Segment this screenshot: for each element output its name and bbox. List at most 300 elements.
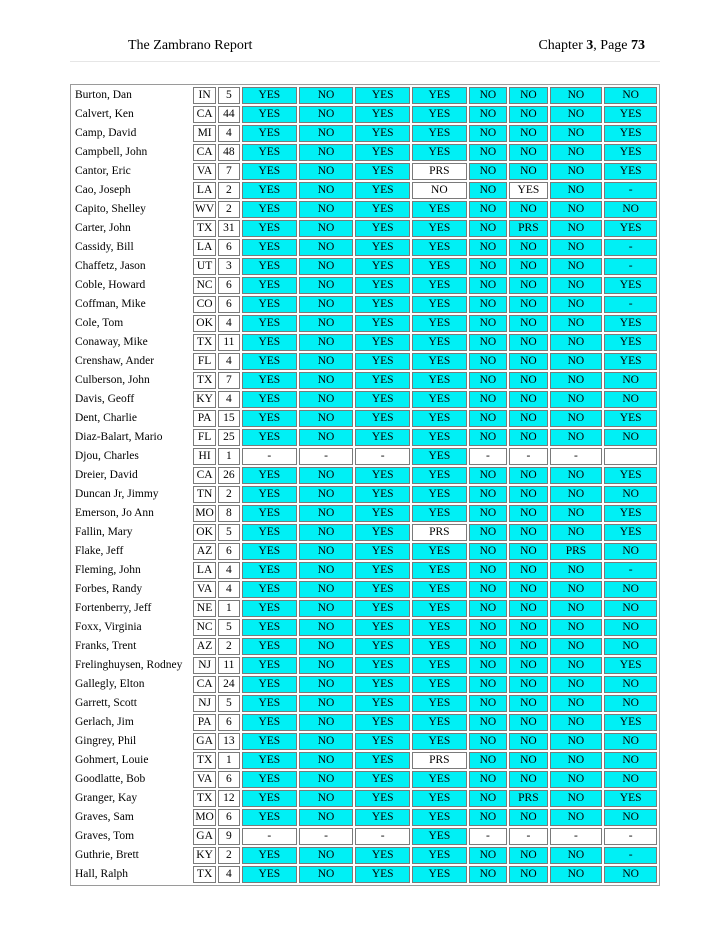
vote-cell: NO: [509, 809, 547, 826]
district-cell: 4: [218, 391, 240, 408]
vote-cell: -: [355, 828, 410, 845]
vote-cell: NO: [469, 353, 507, 370]
vote-cell: NO: [550, 733, 603, 750]
vote-cell: YES: [355, 505, 410, 522]
state-cell: TX: [193, 334, 215, 351]
member-name-cell: Duncan Jr, Jimmy: [75, 488, 159, 500]
table-row: [73, 239, 657, 256]
vote-cell: YES: [355, 296, 410, 313]
vote-cell: YES: [242, 619, 297, 636]
vote-cell: YES: [242, 220, 297, 237]
table-row: [73, 562, 657, 579]
table-row: [73, 638, 657, 655]
vote-cell: NO: [299, 714, 354, 731]
vote-cell: -: [604, 239, 657, 256]
vote-cell: NO: [550, 201, 603, 218]
vote-cell: NO: [469, 182, 507, 199]
member-name-cell: Foxx, Virginia: [75, 621, 142, 633]
vote-cell: NO: [469, 486, 507, 503]
district-cell: 13: [218, 733, 240, 750]
state-cell: HI: [193, 448, 215, 465]
vote-cell: YES: [355, 866, 410, 883]
district-cell: 9: [218, 828, 240, 845]
district-cell: 31: [218, 220, 240, 237]
table-row: [73, 486, 657, 503]
state-cell: KY: [193, 391, 215, 408]
vote-cell: NO: [469, 201, 507, 218]
state-cell: CO: [193, 296, 215, 313]
vote-cell: YES: [355, 714, 410, 731]
vote-cell: YES: [355, 847, 410, 864]
vote-cell: YES: [355, 144, 410, 161]
vote-cell: NO: [509, 771, 547, 788]
vote-cell: YES: [412, 410, 467, 427]
state-cell: NC: [193, 619, 215, 636]
state-cell: VA: [193, 771, 215, 788]
district-cell: 1: [218, 448, 240, 465]
vote-cell: -: [242, 828, 297, 845]
vote-cell: NO: [604, 733, 657, 750]
vote-cell: YES: [604, 467, 657, 484]
vote-cell: NO: [469, 866, 507, 883]
vote-cell: YES: [242, 353, 297, 370]
vote-cell: YES: [242, 581, 297, 598]
district-cell: 5: [218, 87, 240, 104]
vote-cell: -: [550, 448, 603, 465]
vote-cell: YES: [242, 144, 297, 161]
vote-cell: NO: [509, 391, 547, 408]
vote-cell: NO: [550, 410, 603, 427]
vote-cell: NO: [469, 429, 507, 446]
vote-cell: NO: [509, 733, 547, 750]
member-name-cell: Guthrie, Brett: [75, 849, 139, 861]
state-cell: TN: [193, 486, 215, 503]
vote-cell: YES: [355, 334, 410, 351]
vote-cell: NO: [299, 581, 354, 598]
district-cell: 8: [218, 505, 240, 522]
vote-cell: YES: [604, 125, 657, 142]
state-cell: PA: [193, 410, 215, 427]
vote-cell: NO: [509, 144, 547, 161]
vote-cell: NO: [550, 220, 603, 237]
district-cell: 4: [218, 581, 240, 598]
state-cell: CA: [193, 676, 215, 693]
state-cell: LA: [193, 182, 215, 199]
member-name-cell: Dent, Charlie: [75, 412, 137, 424]
table-row: [73, 372, 657, 389]
district-cell: 6: [218, 771, 240, 788]
vote-cell: YES: [412, 201, 467, 218]
vote-cell: NO: [299, 239, 354, 256]
vote-cell: YES: [604, 657, 657, 674]
table-row: [73, 866, 657, 883]
table-row: [73, 600, 657, 617]
vote-cell: NO: [469, 524, 507, 541]
vote-cell: YES: [604, 163, 657, 180]
member-name-cell: Forbes, Randy: [75, 583, 143, 595]
member-name-cell: Cassidy, Bill: [75, 241, 134, 253]
member-name-cell: Djou, Charles: [75, 450, 139, 462]
member-name-cell: Gingrey, Phil: [75, 735, 137, 747]
state-cell: TX: [193, 220, 215, 237]
vote-cell: YES: [412, 847, 467, 864]
state-cell: LA: [193, 239, 215, 256]
vote-cell: YES: [412, 505, 467, 522]
vote-cell: YES: [412, 676, 467, 693]
vote-cell: NO: [550, 524, 603, 541]
vote-cell: NO: [509, 258, 547, 275]
state-cell: FL: [193, 429, 215, 446]
table-row: [73, 334, 657, 351]
vote-cell: NO: [509, 505, 547, 522]
vote-cell: NO: [299, 87, 354, 104]
table-row: [73, 258, 657, 275]
vote-cell: PRS: [412, 752, 467, 769]
member-name-cell: Fallin, Mary: [75, 526, 133, 538]
vote-cell: YES: [355, 486, 410, 503]
vote-cell: NO: [509, 467, 547, 484]
district-cell: 2: [218, 182, 240, 199]
state-cell: TX: [193, 752, 215, 769]
member-name-cell: Coffman, Mike: [75, 298, 146, 310]
state-cell: OK: [193, 524, 215, 541]
vote-cell: NO: [299, 201, 354, 218]
vote-cell: NO: [299, 334, 354, 351]
table-row: [73, 505, 657, 522]
vote-cell: NO: [604, 695, 657, 712]
vote-cell: YES: [355, 657, 410, 674]
vote-cell: YES: [242, 182, 297, 199]
vote-cell: NO: [509, 486, 547, 503]
vote-cell: YES: [412, 448, 467, 465]
vote-cell: NO: [469, 505, 507, 522]
district-cell: 4: [218, 125, 240, 142]
district-cell: 11: [218, 657, 240, 674]
vote-cell: NO: [509, 201, 547, 218]
vote-cell: YES: [604, 334, 657, 351]
vote-cell: -: [604, 847, 657, 864]
vote-cell: YES: [242, 106, 297, 123]
vote-cell: YES: [355, 163, 410, 180]
vote-cell: NO: [469, 714, 507, 731]
vote-cell: -: [604, 182, 657, 199]
vote-cell: YES: [355, 106, 410, 123]
table-row: [73, 448, 657, 465]
vote-cell: -: [299, 828, 354, 845]
vote-cell: NO: [509, 581, 547, 598]
vote-cell: YES: [355, 372, 410, 389]
vote-cell: NO: [509, 372, 547, 389]
vote-cell: NO: [509, 600, 547, 617]
vote-cell: NO: [469, 239, 507, 256]
district-cell: 7: [218, 163, 240, 180]
table-row: [73, 695, 657, 712]
vote-cell: YES: [412, 486, 467, 503]
vote-cell: YES: [604, 144, 657, 161]
vote-cell: YES: [242, 467, 297, 484]
vote-cell: YES: [242, 429, 297, 446]
chapter-page-label: [538, 38, 645, 54]
state-cell: NC: [193, 277, 215, 294]
vote-cell: YES: [355, 771, 410, 788]
vote-cell: YES: [355, 581, 410, 598]
vote-cell: NO: [604, 201, 657, 218]
district-cell: 6: [218, 809, 240, 826]
member-name-cell: Flake, Jeff: [75, 545, 124, 557]
vote-cell: YES: [412, 600, 467, 617]
vote-cell: YES: [412, 296, 467, 313]
vote-cell: YES: [355, 619, 410, 636]
vote-cell: YES: [242, 201, 297, 218]
vote-cell: YES: [242, 87, 297, 104]
district-cell: 2: [218, 847, 240, 864]
table-row: [73, 676, 657, 693]
table-row: [73, 87, 657, 104]
vote-cell: NO: [299, 638, 354, 655]
district-cell: 2: [218, 638, 240, 655]
vote-cell: NO: [509, 239, 547, 256]
vote-cell: NO: [604, 391, 657, 408]
vote-cell: NO: [604, 809, 657, 826]
vote-cell: NO: [604, 87, 657, 104]
district-cell: 6: [218, 277, 240, 294]
vote-cell: YES: [412, 315, 467, 332]
vote-cell: NO: [299, 866, 354, 883]
member-name-cell: Frelinghuysen, Rodney: [75, 659, 183, 671]
district-cell: 7: [218, 372, 240, 389]
member-name-cell: Cole, Tom: [75, 317, 124, 329]
vote-cell: YES: [242, 752, 297, 769]
vote-cell: -: [469, 828, 507, 845]
vote-cell: NO: [550, 581, 603, 598]
vote-cell: NO: [299, 467, 354, 484]
vote-cell: NO: [299, 315, 354, 332]
vote-cell: YES: [412, 733, 467, 750]
state-cell: VA: [193, 163, 215, 180]
vote-cell: NO: [550, 714, 603, 731]
vote-cell: NO: [469, 562, 507, 579]
vote-cell: YES: [412, 828, 467, 845]
table-row: [73, 429, 657, 446]
table-row: [73, 619, 657, 636]
vote-cell: YES: [242, 125, 297, 142]
vote-cell: NO: [604, 866, 657, 883]
vote-cell: YES: [412, 467, 467, 484]
vote-cell: NO: [469, 733, 507, 750]
vote-cell: NO: [299, 296, 354, 313]
vote-cell: -: [604, 828, 657, 845]
vote-cell: NO: [604, 543, 657, 560]
vote-cell: YES: [355, 220, 410, 237]
vote-cell: YES: [242, 809, 297, 826]
vote-cell: NO: [469, 277, 507, 294]
vote-cell: NO: [509, 543, 547, 560]
vote-cell: NO: [469, 847, 507, 864]
vote-cell: YES: [412, 429, 467, 446]
vote-cell: NO: [509, 106, 547, 123]
district-cell: 12: [218, 790, 240, 807]
vote-cell: NO: [469, 467, 507, 484]
member-name-cell: Hall, Ralph: [75, 868, 129, 880]
state-cell: CA: [193, 106, 215, 123]
vote-cell: YES: [355, 638, 410, 655]
district-cell: 5: [218, 695, 240, 712]
vote-cell: YES: [242, 505, 297, 522]
vote-cell: NO: [299, 429, 354, 446]
vote-cell: NO: [550, 353, 603, 370]
vote-cell: YES: [242, 638, 297, 655]
vote-cell: NO: [550, 182, 603, 199]
vote-cell: YES: [355, 676, 410, 693]
vote-cell: YES: [355, 277, 410, 294]
vote-cell: NO: [299, 809, 354, 826]
vote-cell: NO: [509, 524, 547, 541]
district-cell: 5: [218, 524, 240, 541]
vote-cell: NO: [299, 182, 354, 199]
state-cell: CA: [193, 144, 215, 161]
member-name-cell: Chaffetz, Jason: [75, 260, 146, 272]
vote-cell: YES: [355, 353, 410, 370]
state-cell: WV: [193, 201, 215, 218]
vote-cell: NO: [550, 106, 603, 123]
page-number: 73: [631, 38, 645, 53]
vote-cell: YES: [355, 429, 410, 446]
district-cell: 11: [218, 334, 240, 351]
vote-cell: NO: [604, 676, 657, 693]
state-cell: MI: [193, 125, 215, 142]
vote-cell: -: [509, 448, 547, 465]
vote-cell: YES: [355, 695, 410, 712]
district-cell: 6: [218, 239, 240, 256]
district-cell: 24: [218, 676, 240, 693]
state-cell: LA: [193, 562, 215, 579]
vote-cell: YES: [242, 657, 297, 674]
vote-cell: YES: [412, 220, 467, 237]
district-cell: 4: [218, 866, 240, 883]
state-cell: VA: [193, 581, 215, 598]
vote-cell: YES: [242, 486, 297, 503]
state-cell: MO: [193, 505, 215, 522]
vote-cell: NO: [550, 372, 603, 389]
vote-cell: YES: [242, 771, 297, 788]
vote-cell: NO: [299, 258, 354, 275]
vote-cell: YES: [412, 657, 467, 674]
vote-cell: YES: [355, 809, 410, 826]
state-cell: NE: [193, 600, 215, 617]
vote-cell: YES: [604, 277, 657, 294]
vote-cell: NO: [299, 733, 354, 750]
member-name-cell: Garrett, Scott: [75, 697, 137, 709]
vote-cell: NO: [469, 790, 507, 807]
member-name-cell: Gerlach, Jim: [75, 716, 134, 728]
vote-cell: NO: [299, 562, 354, 579]
member-name-cell: Carter, John: [75, 222, 131, 234]
vote-cell: NO: [469, 410, 507, 427]
vote-cell: NO: [469, 125, 507, 142]
vote-cell: YES: [412, 714, 467, 731]
vote-cell: YES: [412, 144, 467, 161]
vote-cell: NO: [509, 619, 547, 636]
member-name-cell: Calvert, Ken: [75, 108, 134, 120]
vote-cell: NO: [299, 106, 354, 123]
vote-cell: [604, 448, 657, 465]
table-row: [73, 353, 657, 370]
vote-cell: YES: [242, 543, 297, 560]
vote-cell: NO: [299, 695, 354, 712]
vote-cell: YES: [355, 201, 410, 218]
vote-cell: NO: [299, 277, 354, 294]
vote-cell: NO: [604, 372, 657, 389]
vote-cell: NO: [509, 657, 547, 674]
vote-cell: YES: [242, 258, 297, 275]
vote-cell: NO: [299, 790, 354, 807]
vote-cell: NO: [509, 410, 547, 427]
vote-cell: NO: [550, 638, 603, 655]
vote-cell: NO: [299, 543, 354, 560]
vote-cell: YES: [412, 125, 467, 142]
table-row: [73, 467, 657, 484]
vote-cell: NO: [299, 410, 354, 427]
vote-cell: NO: [550, 505, 603, 522]
vote-cell: YES: [355, 182, 410, 199]
vote-cell: NO: [550, 486, 603, 503]
page-label: , Page: [593, 38, 628, 53]
vote-cell: NO: [469, 809, 507, 826]
vote-cell: YES: [355, 600, 410, 617]
district-cell: 15: [218, 410, 240, 427]
vote-cell: NO: [509, 714, 547, 731]
vote-cell: NO: [509, 638, 547, 655]
table-row: [73, 315, 657, 332]
district-cell: 1: [218, 752, 240, 769]
vote-cell: YES: [355, 752, 410, 769]
vote-cell: YES: [355, 410, 410, 427]
district-cell: 44: [218, 106, 240, 123]
vote-cell: NO: [469, 334, 507, 351]
vote-cell: YES: [412, 562, 467, 579]
state-cell: NJ: [193, 695, 215, 712]
vote-cell: NO: [299, 847, 354, 864]
table-row: [73, 277, 657, 294]
district-cell: 5: [218, 619, 240, 636]
vote-cell: NO: [509, 866, 547, 883]
member-name-cell: Cantor, Eric: [75, 165, 131, 177]
vote-cell: NO: [550, 258, 603, 275]
table-row: [73, 144, 657, 161]
vote-cell: YES: [355, 733, 410, 750]
vote-cell: NO: [604, 600, 657, 617]
vote-cell: PRS: [509, 790, 547, 807]
district-cell: 1: [218, 600, 240, 617]
state-cell: TX: [193, 866, 215, 883]
vote-cell: YES: [412, 353, 467, 370]
member-name-cell: Burton, Dan: [75, 89, 132, 101]
vote-cell: NO: [550, 619, 603, 636]
vote-cell: NO: [469, 619, 507, 636]
table-row: [73, 809, 657, 826]
vote-cell: NO: [550, 771, 603, 788]
vote-cell: NO: [550, 847, 603, 864]
table-row: [73, 733, 657, 750]
vote-cell: NO: [469, 106, 507, 123]
vote-cell: NO: [469, 695, 507, 712]
vote-cell: NO: [509, 296, 547, 313]
vote-cell: NO: [469, 315, 507, 332]
vote-cell: YES: [412, 258, 467, 275]
vote-cell: YES: [242, 847, 297, 864]
vote-cell: YES: [412, 391, 467, 408]
vote-cell: PRS: [550, 543, 603, 560]
